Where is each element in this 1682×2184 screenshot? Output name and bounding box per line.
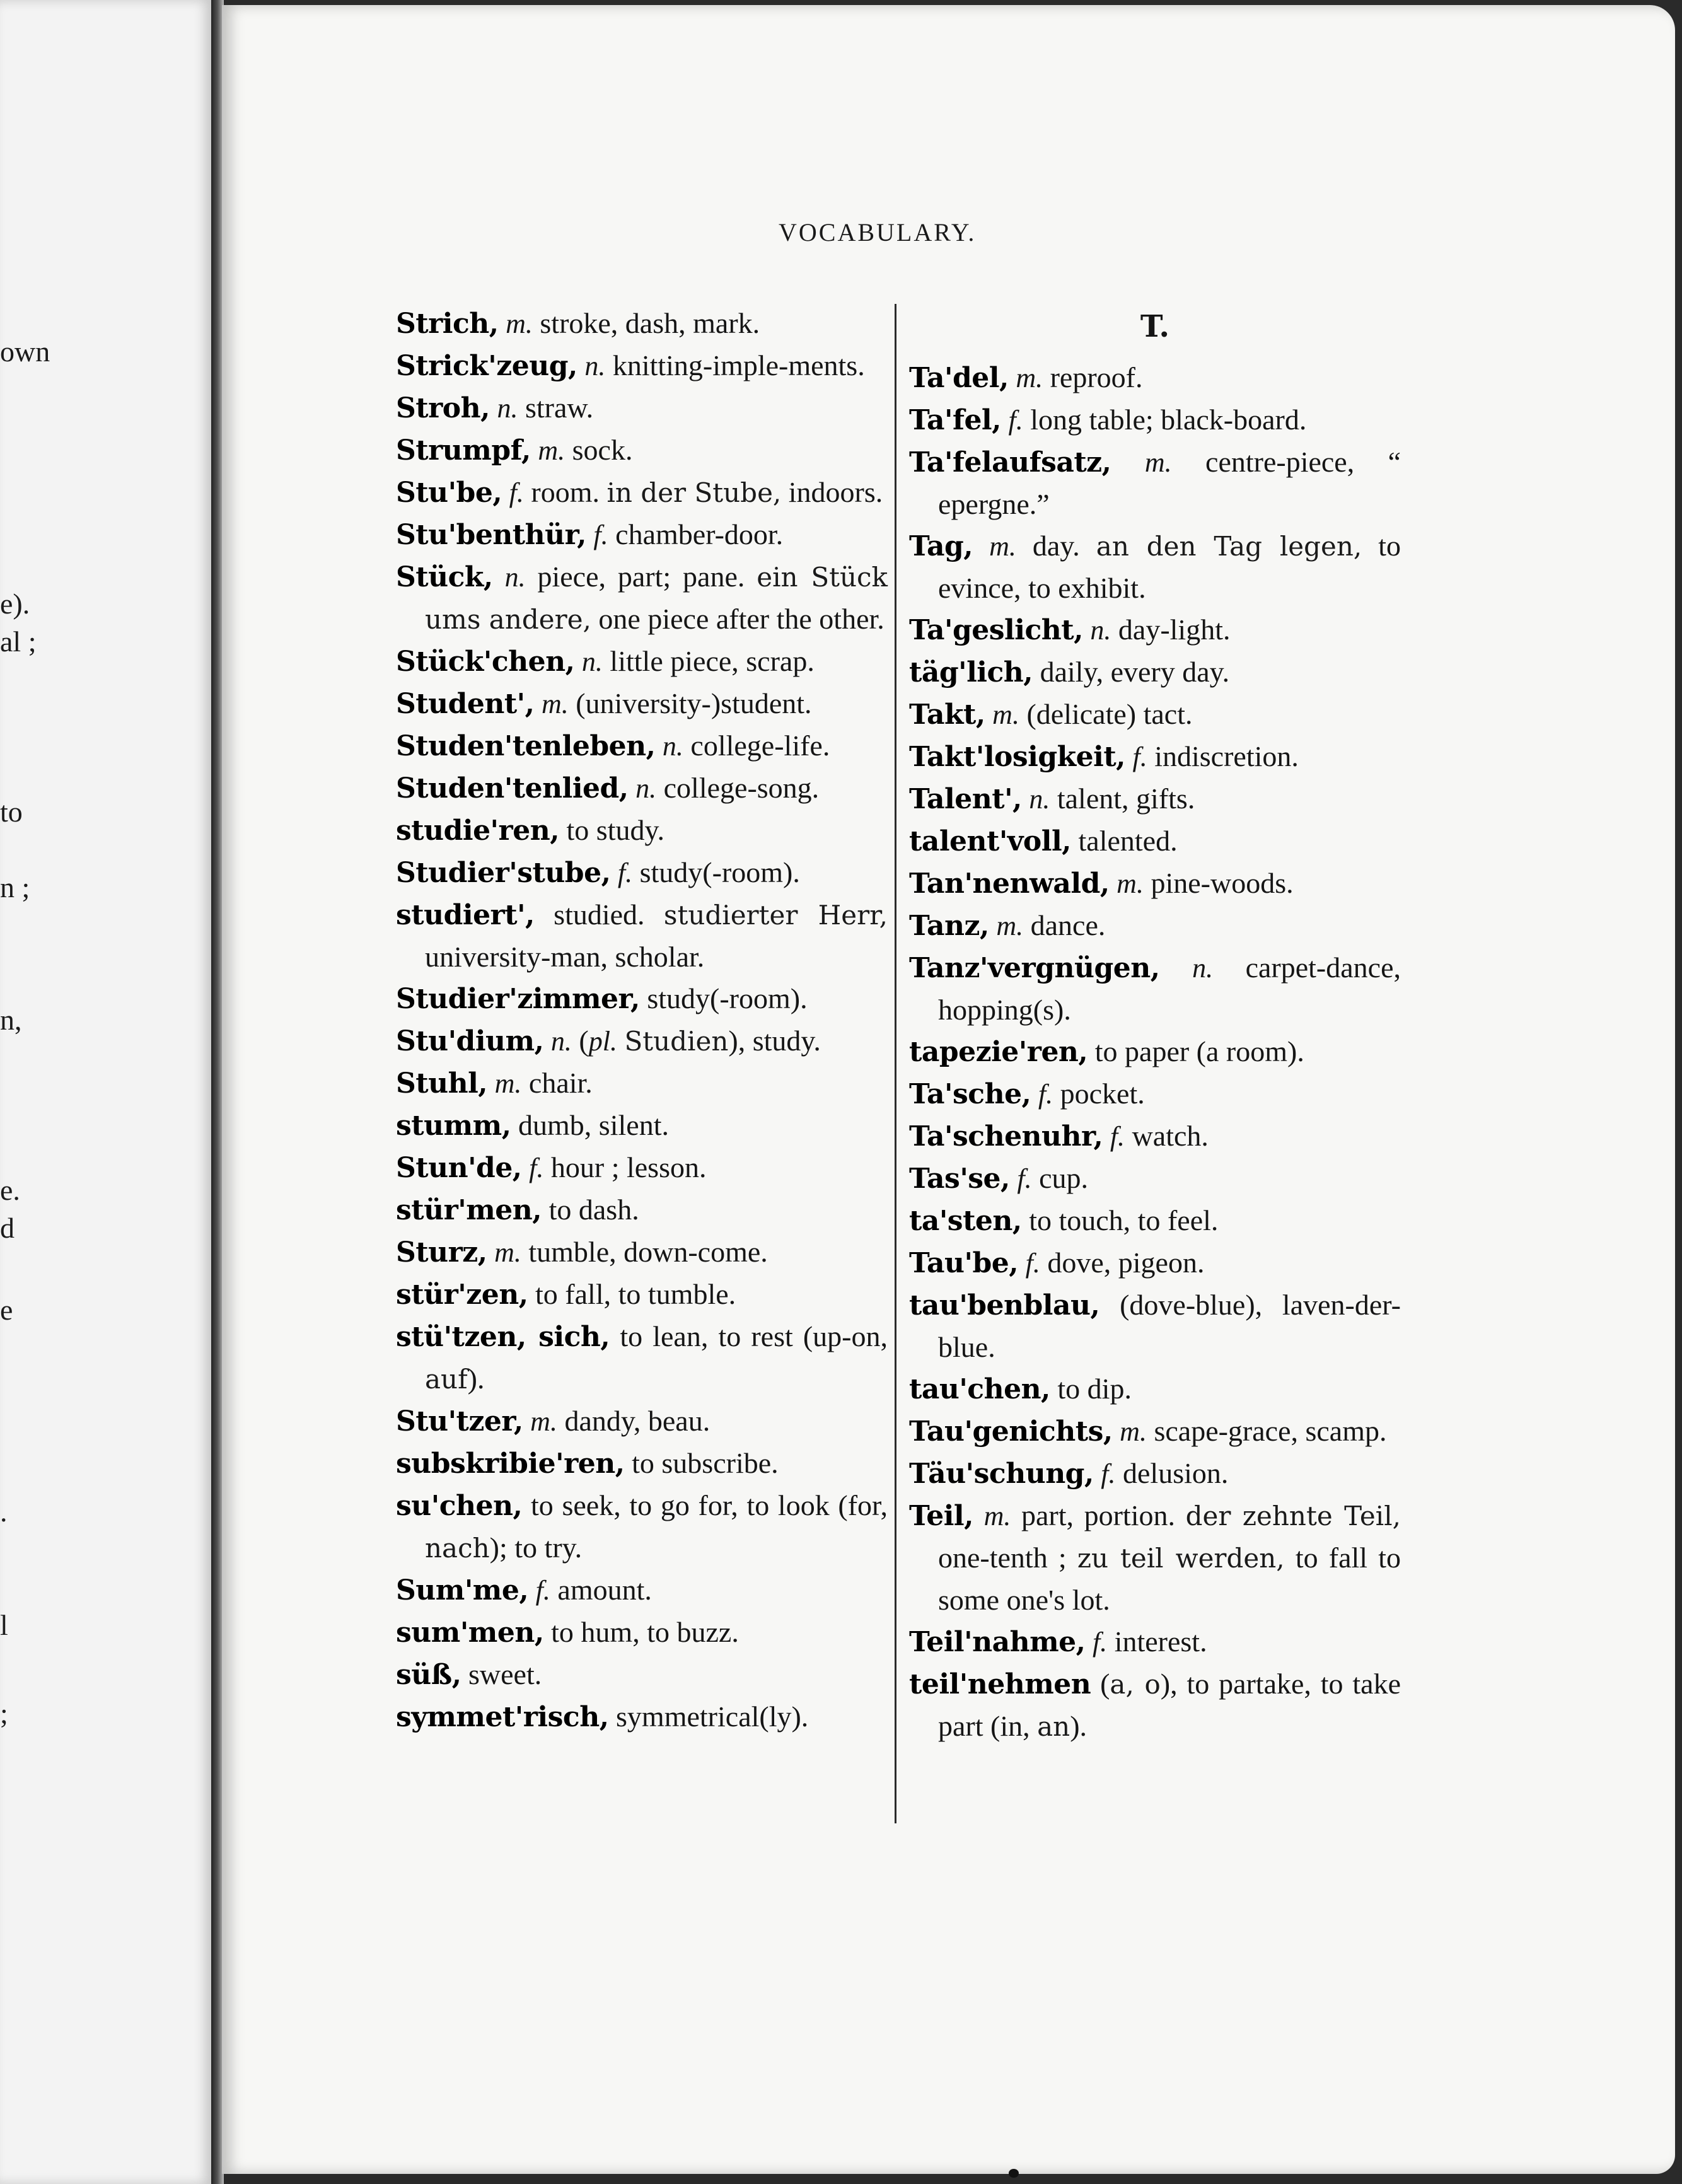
definition-text: tumble, down-come. [521, 1236, 768, 1268]
definition-text: symmetrical(ly). [608, 1700, 809, 1733]
vocab-entry [396, 1189, 888, 1231]
left-page-fragment: l [0, 1609, 8, 1641]
vocab-entry [909, 694, 1401, 736]
german-phrase: zu teil werden, [1077, 1543, 1285, 1574]
vocab-entry [396, 1105, 888, 1147]
vocab-entry [909, 1453, 1401, 1495]
gender-marker: f. [617, 857, 633, 888]
definition-text: cup. [1031, 1162, 1089, 1194]
vocab-entry [909, 1073, 1401, 1115]
vocab-entry [909, 399, 1401, 441]
definition-text: daily, every day. [1033, 656, 1230, 688]
vocab-entry [909, 525, 1401, 609]
vocab-entry [909, 1200, 1401, 1242]
vocab-entry [909, 863, 1401, 905]
definition-text: to evince, to exhibit. [938, 530, 1401, 604]
print-speck [1009, 2169, 1019, 2178]
gender-marker: n. [584, 351, 606, 381]
left-page-fragment: al ; [0, 625, 37, 658]
definition-text: ). [467, 1362, 485, 1395]
vocab-entry [396, 894, 888, 978]
vocab-entry [909, 947, 1401, 1031]
vocab-entry [396, 303, 888, 345]
definition-text: chamber-door. [608, 518, 784, 550]
headword: Ta'sche, [909, 1078, 1031, 1110]
headword: Stück, [396, 561, 493, 593]
german-phrase: nach [425, 1533, 490, 1564]
definition-text: dance. [1023, 909, 1106, 941]
headword: Ta'schenuhr, [909, 1120, 1103, 1153]
gender-marker: f. [1025, 1248, 1040, 1279]
headword: talent'voll, [909, 825, 1071, 857]
vocab-entry [396, 683, 888, 725]
definition-text: ( [1091, 1668, 1110, 1700]
vocab-entry [909, 1663, 1401, 1748]
definition-text: room. [523, 476, 607, 508]
gender-marker: m. [538, 435, 566, 466]
definition-text: interest. [1107, 1625, 1207, 1658]
definition-text: one piece after the other. [591, 603, 884, 635]
vocab-entry [396, 1400, 888, 1443]
definition-text [617, 1025, 625, 1057]
definition-text: long table; black-board. [1023, 404, 1307, 436]
headword: Stroh, [396, 392, 490, 424]
gender-marker: m. [983, 1501, 1011, 1531]
headword: tau'benblau, [909, 1289, 1100, 1321]
definition-text: to study. [559, 814, 664, 846]
german-phrase: der zehnte Teil, [1185, 1501, 1401, 1531]
previous-page-edge [0, 0, 211, 2184]
headword: Stu'tzer, [396, 1405, 523, 1438]
german-phrase: in der Stube, [606, 477, 782, 508]
vocab-entry [396, 387, 888, 429]
vocab-entry [909, 651, 1401, 694]
german-phrase: studierter Herr, [663, 900, 888, 931]
left-page-fragment: e). [0, 588, 30, 620]
gender-marker: m. [1116, 868, 1144, 899]
headword: Sum'me, [396, 1574, 529, 1606]
gender-marker: n. [1029, 784, 1050, 815]
headword: Teil, [909, 1500, 973, 1532]
gender-marker: m. [494, 1068, 522, 1099]
definition-text: reproof. [1043, 361, 1143, 393]
headword: symmet'risch, [396, 1701, 609, 1733]
gender-marker: m. [996, 910, 1024, 941]
definition-text: sock. [565, 434, 633, 466]
german-phrase: an [1037, 1711, 1070, 1742]
headword: Student', [396, 688, 535, 720]
gender-marker: m. [1016, 363, 1043, 393]
vocab-entry [396, 1696, 888, 1738]
gender-marker: m. [989, 531, 1016, 562]
definition-text: to touch, to feel. [1021, 1204, 1219, 1236]
gender-marker: m. [530, 1406, 557, 1437]
vocab-entry [396, 429, 888, 472]
vocab-entry [909, 1284, 1401, 1368]
definition-text: part, portion. [1011, 1499, 1186, 1531]
gender-marker: n. [662, 731, 683, 762]
left-page-fragment: . [0, 1496, 8, 1528]
headword: Stu'dium, [396, 1025, 544, 1057]
left-page-fragment: own [0, 335, 50, 368]
left-page-fragment: ; [0, 1697, 8, 1729]
definition-text: day-light. [1111, 613, 1231, 646]
vocab-entry [909, 1410, 1401, 1453]
vocab-entry [909, 609, 1401, 651]
definition-text: to dip. [1050, 1373, 1132, 1405]
vocab-entry [909, 357, 1401, 399]
vocab-entry [396, 514, 888, 556]
definition-text: one-tenth ; [938, 1542, 1077, 1574]
definition-text: sweet. [461, 1658, 542, 1690]
headword: Ta'geslicht, [909, 614, 1083, 646]
gender-marker: f. [529, 1153, 544, 1183]
headword: Stu'benthür, [396, 519, 586, 551]
german-phrase: an den Tag legen, [1096, 531, 1362, 562]
left-page-fragment: d [0, 1212, 14, 1244]
german-phrase: Studien [624, 1026, 729, 1057]
vocab-entry [396, 1316, 888, 1400]
definition-text: to hum, to buzz. [543, 1616, 739, 1648]
vocab-entry [396, 472, 888, 514]
vocab-entry [396, 1612, 888, 1654]
german-phrase: auf [425, 1364, 468, 1395]
left-page-fragment: e [0, 1294, 13, 1326]
definition-text: hour ; lesson. [543, 1151, 707, 1183]
vocab-entry [396, 641, 888, 683]
definition-text: pine-woods. [1143, 867, 1294, 899]
definition-text: to subscribe. [624, 1447, 779, 1479]
definition-text: carpet-dance, hopping(s). [938, 951, 1401, 1026]
vocab-entry [396, 1443, 888, 1485]
gender-marker: f. [1132, 741, 1147, 772]
definition-text: watch. [1125, 1120, 1209, 1152]
gender-marker: m. [506, 308, 533, 339]
headword: ta'sten, [909, 1205, 1022, 1237]
gender-marker: n. [550, 1026, 572, 1057]
section-letter: T. [1140, 309, 1170, 344]
vocab-entry [396, 725, 888, 767]
gender-marker: n. [1192, 953, 1214, 984]
headword: Studen'tenlied, [396, 772, 629, 804]
headword: Tan'nenwald, [909, 868, 1110, 900]
definition-text: little piece, scrap. [602, 645, 815, 677]
headword: sum'men, [396, 1617, 544, 1649]
definition-text: piece, part; pane. [525, 561, 757, 593]
definition-text: studied. [534, 898, 664, 931]
vocab-entry [396, 810, 888, 852]
german-phrase: ein Stück ums andere, [425, 562, 888, 635]
gender-marker: f. [1110, 1121, 1125, 1152]
definition-text: college-life. [683, 729, 830, 762]
definition-text: ); to try. [489, 1531, 583, 1564]
definition-text: (delicate) tact. [1019, 698, 1193, 730]
gender-marker: n. [635, 773, 657, 804]
gender-marker: m. [1120, 1416, 1147, 1447]
vocab-entry [909, 1242, 1401, 1284]
headword: süß, [396, 1659, 461, 1691]
definition-text: to seek, to go for, to look (for, [522, 1489, 888, 1521]
headword: Talent', [909, 783, 1022, 815]
definition-text: dumb, silent. [511, 1109, 669, 1141]
definition-text: stroke, dash, mark. [532, 307, 760, 339]
headword: Ta'felaufsatz, [909, 446, 1111, 479]
vocab-entry [396, 767, 888, 810]
headword: Studen'tenleben, [396, 730, 656, 762]
definition-text: dandy, beau. [557, 1405, 710, 1437]
headword: Tas'se, [909, 1163, 1010, 1195]
headword: Stuhl, [396, 1067, 488, 1100]
definition-text: study(-room). [632, 856, 800, 888]
gender-marker: n. [581, 646, 603, 677]
headword: Stück'chen, [396, 646, 575, 678]
headword: Ta'del, [909, 362, 1009, 394]
vocab-entry [396, 1485, 888, 1569]
vocab-entry [396, 1020, 888, 1062]
headword: Strick'zeug, [396, 350, 577, 382]
vocab-entry [909, 1368, 1401, 1410]
gender-marker: m. [541, 688, 569, 719]
left-page-fragment: n, [0, 1004, 22, 1036]
gender-marker: m. [494, 1237, 521, 1268]
gender-marker: m. [1144, 447, 1172, 478]
headword: täg'lich, [909, 656, 1033, 688]
definition-text: indoors. [781, 476, 883, 508]
definition-text: college-song. [656, 772, 820, 804]
definition-text: indiscretion. [1147, 740, 1299, 772]
headword: stumm, [396, 1110, 511, 1142]
definition-text: to fall, to tumble. [528, 1278, 736, 1310]
headword: studiert', [396, 899, 535, 931]
headword: Täu'schung, [909, 1458, 1094, 1490]
vocab-entry [909, 736, 1401, 778]
headword: Tau'genichts, [909, 1415, 1113, 1448]
definition-text: amount. [550, 1574, 652, 1606]
definition-text: ), study. [728, 1025, 821, 1057]
vocab-entry [909, 1495, 1401, 1621]
vocab-entry [909, 778, 1401, 820]
left-page-fragment: n ; [0, 871, 30, 903]
definition-text: knitting-imple-ments. [605, 349, 865, 381]
headword: tapezie'ren, [909, 1036, 1088, 1068]
gender-marker: f. [1038, 1079, 1053, 1110]
definition-text: talented. [1071, 825, 1178, 857]
gender-marker: f. [535, 1575, 550, 1606]
definition-text: university-man, scholar. [425, 941, 705, 973]
vocab-entry [909, 1115, 1401, 1158]
headword: Tanz'vergnügen, [909, 952, 1160, 984]
gender-marker: f. [1092, 1627, 1108, 1658]
headword: stür'men, [396, 1194, 542, 1226]
definition-text: talent, gifts. [1050, 782, 1195, 815]
vocab-entry [396, 345, 888, 387]
definition-text: dove, pigeon. [1040, 1246, 1205, 1279]
headword: su'chen, [396, 1490, 523, 1522]
headword: Teil'nahme, [909, 1626, 1086, 1658]
headword: Tau'be, [909, 1247, 1019, 1279]
gender-marker: n. [497, 393, 518, 424]
definition-text: straw. [518, 392, 594, 424]
vocab-entry [396, 556, 888, 641]
left-page-fragment: e. [0, 1174, 20, 1206]
definition-text: to dash. [542, 1194, 639, 1226]
vocab-entry [396, 1147, 888, 1189]
definition-text: pocket. [1053, 1077, 1145, 1110]
left-column [396, 303, 888, 1738]
definition-text: to lean, to rest (up-on, [610, 1320, 888, 1352]
gender-marker: n. [1090, 615, 1111, 646]
gender-marker: f. [1017, 1163, 1032, 1194]
definition-text: chair. [521, 1067, 593, 1099]
definition-text: ( [571, 1025, 589, 1057]
vocab-entry [909, 820, 1401, 863]
vocab-entry [909, 1031, 1401, 1073]
definition-text: to fall to some one's lot. [938, 1542, 1401, 1616]
headword: Takt'losigkeit, [909, 741, 1125, 773]
definition-text: ). [1070, 1710, 1088, 1742]
headword: Strich, [396, 308, 499, 340]
running-head: VOCABULARY. [779, 218, 977, 247]
headword: teil'nehmen [909, 1668, 1091, 1700]
definition-text: day. [1016, 530, 1096, 562]
definition-text: delusion. [1115, 1457, 1229, 1489]
headword: Studier'stube, [396, 857, 611, 889]
vocab-entry [396, 852, 888, 894]
headword: Tag, [909, 530, 973, 562]
headword: Studier'zimmer, [396, 983, 640, 1015]
headword: Tanz, [909, 910, 989, 942]
headword: subskribie'ren, [396, 1448, 625, 1480]
vocab-entry [909, 1158, 1401, 1200]
gender-marker: m. [992, 699, 1019, 730]
right-column [909, 303, 1401, 1748]
vocab-entry [909, 441, 1401, 525]
gender-marker: f. [593, 520, 608, 550]
german-phrase: a, o [1110, 1669, 1161, 1700]
vocab-entry [396, 1654, 888, 1696]
vocab-entry [396, 1274, 888, 1316]
gender-marker: n. [504, 562, 526, 593]
vocab-entry [396, 978, 888, 1020]
headword: Stu'be, [396, 477, 502, 509]
headword: stü'tzen, sich, [396, 1321, 610, 1353]
gender-marker: f. [1101, 1458, 1116, 1489]
gender-marker: f. [1008, 405, 1023, 436]
headword: stür'zen, [396, 1279, 528, 1311]
headword: Stun'de, [396, 1152, 522, 1184]
headword: Ta'fel, [909, 404, 1001, 436]
definition-text: scape-grace, scamp. [1146, 1415, 1387, 1447]
definition-text: (university-)student. [568, 687, 812, 719]
vocab-entry [396, 1569, 888, 1612]
vocab-entry [396, 1062, 888, 1105]
definition-text: to paper (a room). [1088, 1035, 1304, 1067]
headword: Strumpf, [396, 434, 531, 467]
grammar-note: pl. [588, 1026, 617, 1057]
left-page-fragment: to [0, 796, 23, 828]
headword: studie'ren, [396, 815, 560, 847]
vocab-entry [909, 1621, 1401, 1663]
vocab-entry [909, 905, 1401, 947]
gender-marker: f. [509, 477, 524, 508]
definition-text: ), to partake, to take part (in, [938, 1668, 1401, 1742]
vocab-entry [396, 1231, 888, 1274]
column-divider [895, 304, 896, 1823]
headword: Sturz, [396, 1236, 487, 1269]
definition-text: centre-piece, “ epergne.” [938, 446, 1401, 520]
headword: tau'chen, [909, 1373, 1050, 1405]
definition-text: study(-room). [639, 982, 808, 1014]
definition-text: (dove-blue), laven-der-blue. [938, 1289, 1401, 1363]
headword: Takt, [909, 699, 985, 731]
